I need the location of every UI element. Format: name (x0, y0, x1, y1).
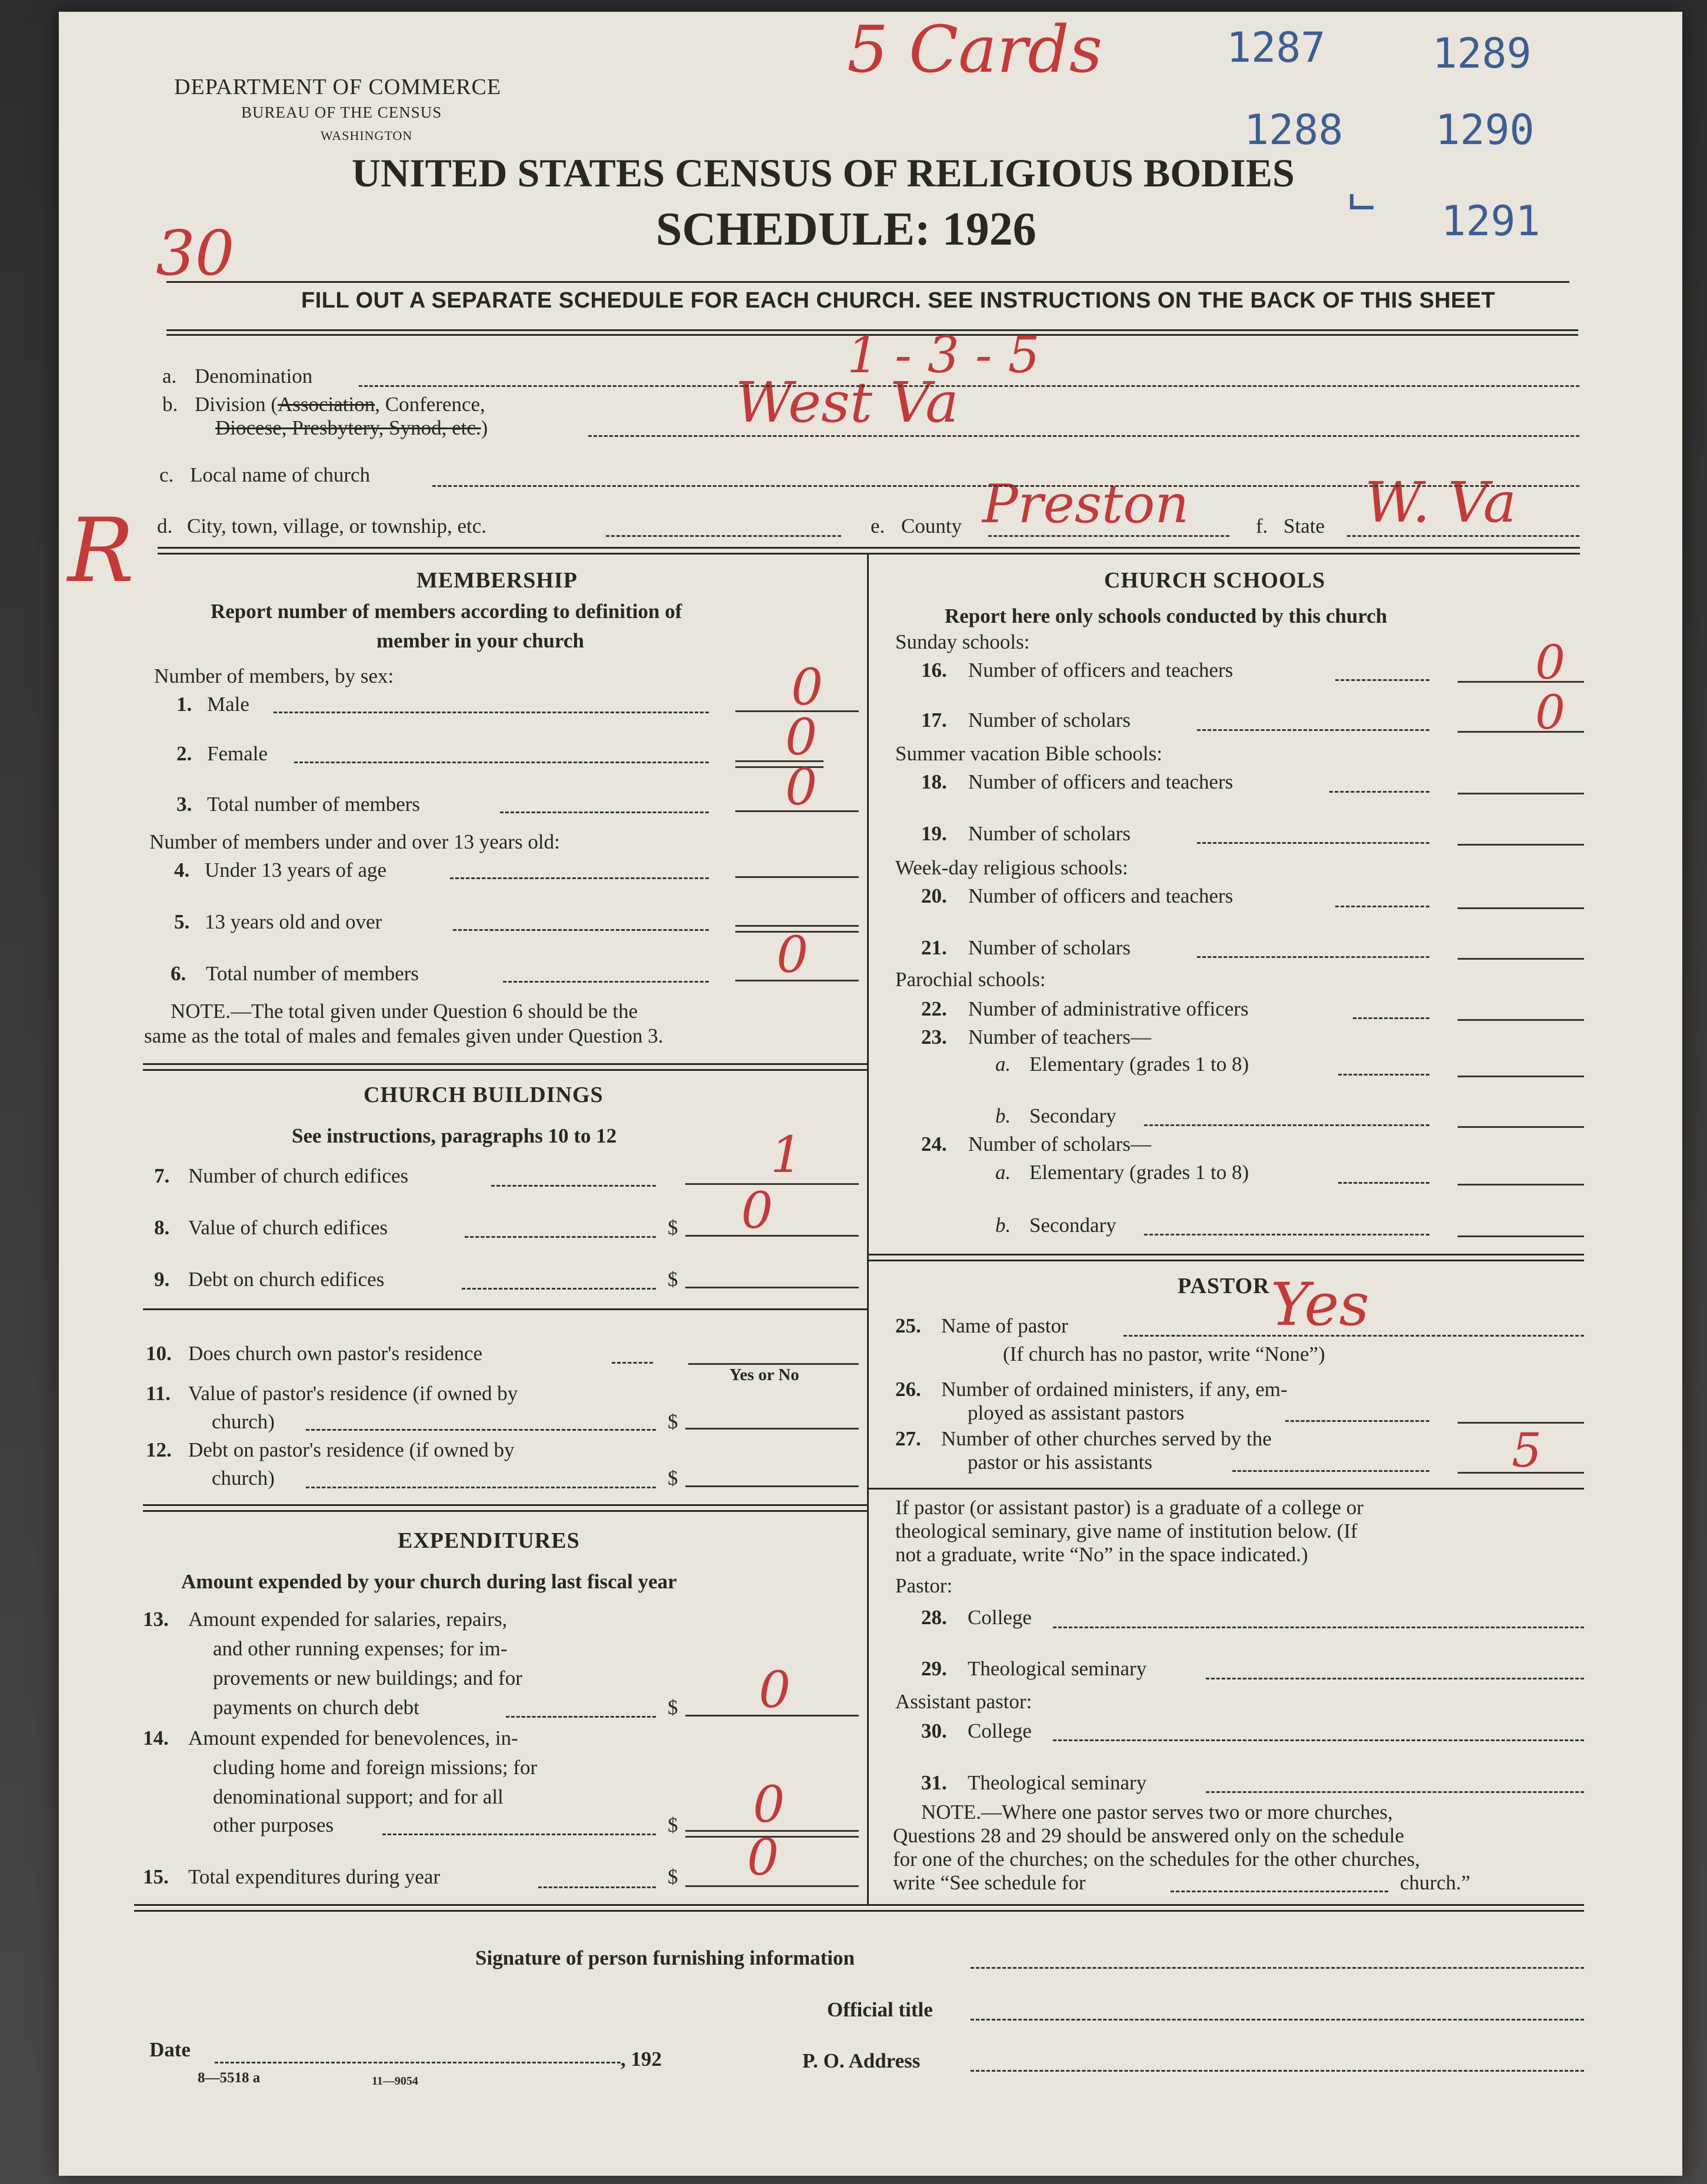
handwritten-pastor: Yes (1271, 1270, 1369, 1339)
handwritten-county: Preston (982, 473, 1189, 535)
benevolences-label: other purposes (213, 1814, 334, 1836)
handwritten-number: 30 (156, 218, 235, 289)
assistant-seminary-label: Theological seminary (968, 1771, 1147, 1794)
pastor-name-label: Name of pastor (941, 1314, 1068, 1337)
pastor-name-field[interactable] (1123, 1335, 1584, 1337)
membership-note: NOTE.—The total given under Question 6 should be the (171, 1000, 638, 1023)
stamp-number: 1290 (1435, 106, 1535, 154)
pastor-note: for one of the churches; on the schedules for the other churches, (893, 1848, 1421, 1871)
residence-debt-label: church) (212, 1467, 275, 1490)
pastor-note: write “See schedule for (893, 1871, 1086, 1894)
stamp-number: 1291 (1441, 197, 1541, 245)
edifice-debt-label: Debt on church edifices (188, 1268, 385, 1291)
handwritten-churches: 5 (1512, 1423, 1542, 1478)
stamp-mark (1350, 194, 1353, 209)
parochial-scholars-label: Number of scholars— (968, 1133, 1152, 1156)
question-number: 17. (921, 709, 947, 732)
handwritten-cards-note: 5 Cards (847, 12, 1103, 87)
question-number: 7. (154, 1164, 170, 1187)
male-label: Male (207, 693, 249, 716)
question-number: 15. (143, 1865, 169, 1888)
leader-dots (612, 1362, 653, 1364)
parochial-schools-label: Parochial schools: (895, 968, 1046, 991)
leader-dots (382, 1834, 656, 1835)
field-letter: d. (157, 515, 173, 537)
handwritten-state: W. Va (1365, 470, 1516, 535)
elementary-scholars-answer[interactable] (1458, 1184, 1584, 1185)
state-field[interactable] (1347, 535, 1579, 537)
leader-dots (1197, 842, 1429, 844)
over-13-label: 13 years old and over (205, 910, 382, 933)
divider (166, 281, 1569, 283)
secondary-teachers-label: Secondary (1029, 1104, 1116, 1127)
yes-or-no-hint: Yes or No (729, 1365, 799, 1384)
weekday-officers-answer[interactable] (1458, 907, 1584, 909)
county-label: County (901, 515, 962, 537)
edifice-debt-answer[interactable] (685, 1287, 859, 1288)
field-letter: c. (159, 463, 174, 486)
sunday-schools-label: Sunday schools: (895, 630, 1030, 653)
dollar-sign: $ (668, 1216, 678, 1239)
year-label: , 192 (621, 2048, 662, 2071)
question-number: 13. (143, 1608, 169, 1631)
signature-label: Signature of person furnishing information (475, 1946, 855, 1969)
denomination-label: Denomination (195, 365, 313, 388)
dollar-sign: $ (668, 1865, 678, 1888)
dollar-sign: $ (668, 1410, 678, 1433)
vacation-officers-label: Number of officers and teachers (968, 770, 1233, 793)
benevolences-label: cluding home and foreign missions; for (213, 1756, 538, 1779)
question-number: 6. (171, 962, 186, 985)
question-number: 16. (921, 659, 947, 682)
field-letter: f. (1256, 515, 1268, 537)
denomination-field[interactable] (359, 385, 1579, 387)
admin-officers-answer[interactable] (1458, 1019, 1584, 1021)
total-expenditures-label: Total expenditures during year (188, 1865, 441, 1888)
residence-value-answer[interactable] (685, 1428, 859, 1430)
graduate-instructions: If pastor (or assistant pastor) is a graduate of a college or (895, 1496, 1363, 1519)
divider (143, 1504, 867, 1506)
handwritten-total-6: 0 (776, 926, 809, 984)
pastor-seminary-field[interactable] (1206, 1678, 1584, 1679)
running-expenses-label: provements or new buildings; and for (213, 1667, 522, 1689)
pastor-note: Questions 28 and 29 should be answered only on the schedule (893, 1824, 1405, 1847)
membership-subheading: Report number of members according to definition of (211, 600, 682, 623)
residence-value-label: Value of pastor's residence (if owned by (188, 1382, 518, 1405)
leader-dots (506, 1716, 656, 1718)
leader-dots (1144, 1124, 1429, 1126)
vacation-scholars-answer[interactable] (1458, 844, 1584, 846)
see-schedule-field[interactable] (1171, 1891, 1388, 1892)
divider (143, 1069, 867, 1071)
question-number: 30. (921, 1719, 947, 1742)
assistant-ministers-label: ployed as assistant pastors (968, 1401, 1185, 1424)
field-letter: e. (871, 515, 885, 537)
question-number: 14. (143, 1727, 169, 1749)
question-number: 25. (895, 1314, 921, 1337)
residence-value-label: church) (212, 1410, 275, 1433)
handwritten-value: 0 (741, 1182, 774, 1240)
date-field[interactable] (215, 2062, 621, 2063)
question-number: 19. (921, 822, 947, 845)
owns-residence-label: Does church own pastor's residence (188, 1342, 483, 1365)
dollar-sign: $ (668, 1696, 678, 1719)
leader-dots (1197, 956, 1429, 958)
signature-field[interactable] (971, 1967, 1584, 1969)
leader-dots (1329, 791, 1429, 793)
buildings-subheading: See instructions, paragraphs 10 to 12 (292, 1124, 617, 1147)
membership-subheading: member in your church (376, 629, 584, 652)
schedule-title: SCHEDULE: 1926 (656, 203, 1036, 255)
pastor-note: NOTE.—Where one pastor serves two or more churches, (921, 1801, 1393, 1824)
assistant-pastor-subsection-label: Assistant pastor: (895, 1690, 1032, 1713)
question-number: 24. (921, 1133, 947, 1156)
running-expenses-label: payments on church debt (213, 1696, 419, 1719)
divider (158, 547, 1580, 549)
po-address-field[interactable] (971, 2070, 1584, 2072)
question-number: 5. (174, 910, 190, 933)
divider (134, 1910, 1584, 1912)
elementary-teachers-answer[interactable] (1458, 1076, 1584, 1077)
leader-dots (491, 1185, 656, 1187)
column-divider (867, 553, 869, 1905)
field-letter: a. (162, 365, 177, 388)
leader-dots (1353, 1017, 1429, 1019)
elementary-scholars-label: Elementary (grades 1 to 8) (1029, 1161, 1249, 1184)
question-number: 20. (921, 884, 947, 907)
under-over-label: Number of members under and over 13 years old: (149, 830, 560, 853)
leader-dots (1285, 1420, 1429, 1422)
leader-dots (1335, 906, 1429, 907)
leader-dots (294, 762, 709, 763)
official-title-label: Official title (827, 1998, 933, 2021)
handwritten-female: 0 (785, 709, 818, 767)
sub-letter: a. (995, 1053, 1011, 1076)
question-number: 3. (176, 793, 192, 816)
by-sex-label: Number of members, by sex: (154, 664, 394, 687)
secondary-scholars-label: Secondary (1029, 1214, 1116, 1237)
leader-dots (306, 1487, 656, 1488)
date-label: Date (149, 2038, 191, 2061)
divider (143, 1308, 867, 1310)
question-number: 11. (146, 1382, 171, 1405)
question-number: 21. (921, 936, 947, 959)
elementary-teachers-label: Elementary (grades 1 to 8) (1029, 1053, 1249, 1076)
question-number: 2. (176, 742, 192, 765)
admin-officers-label: Number of administrative officers (968, 997, 1249, 1020)
dollar-sign: $ (668, 1814, 678, 1836)
pastor-name-hint: (If church has no pastor, write “None”) (1003, 1343, 1325, 1365)
leader-dots (450, 877, 709, 879)
question-number: 27. (895, 1427, 921, 1450)
stamp-mark (1350, 206, 1373, 209)
leader-dots (462, 1288, 656, 1290)
form-title: UNITED STATES CENSUS OF RELIGIOUS BODIES (352, 151, 1295, 195)
state-label: State (1283, 515, 1325, 537)
city-field[interactable] (606, 535, 841, 537)
divider (143, 1063, 867, 1065)
leader-dots (1335, 679, 1429, 681)
division-field[interactable] (588, 435, 1579, 437)
handwritten-scholars-17: 0 (1535, 685, 1565, 740)
handwritten-total: 0 (785, 759, 818, 817)
question-number: 8. (154, 1216, 170, 1239)
teachers-label: Number of teachers— (968, 1026, 1151, 1048)
membership-note: same as the total of males and females given under Question 3. (144, 1024, 664, 1047)
divider (869, 1488, 1584, 1490)
divider (143, 1510, 867, 1512)
secondary-scholars-answer[interactable] (1458, 1235, 1584, 1237)
handwritten-exp-14: 0 (753, 1776, 785, 1834)
handwritten-exp-15: 0 (747, 1829, 779, 1887)
total-members-6-label: Total number of members (206, 962, 419, 985)
expenditures-heading: EXPENDITURES (398, 1528, 580, 1553)
question-number: 4. (174, 859, 190, 881)
sub-letter: b. (995, 1104, 1011, 1127)
graduate-instructions: theological seminary, give name of institution below. (If (895, 1520, 1358, 1542)
assistant-college-field[interactable] (1053, 1739, 1584, 1741)
question-number: 10. (146, 1342, 172, 1365)
leader-dots (1197, 729, 1429, 731)
question-number: 18. (921, 770, 947, 793)
leader-dots (453, 929, 709, 931)
bureau-heading: BUREAU OF THE CENSUS (241, 103, 442, 121)
assistant-ministers-label: Number of ordained ministers, if any, em- (941, 1378, 1288, 1401)
department-heading: DEPARTMENT OF COMMERCE (174, 75, 502, 99)
church-schools-subheading: Report here only schools conducted by this church (945, 605, 1388, 627)
edifices-label: Number of church edifices (188, 1164, 409, 1187)
expenditures-subheading: Amount expended by your church during last fiscal year (181, 1570, 677, 1593)
pastor-seminary-label: Theological seminary (968, 1657, 1147, 1680)
weekday-scholars-answer[interactable] (1458, 958, 1584, 960)
pastor-college-label: College (968, 1606, 1032, 1629)
under-13-label: Under 13 years of age (205, 859, 387, 881)
weekday-scholars-label: Number of scholars (968, 936, 1131, 959)
leader-dots (465, 1236, 656, 1238)
county-field[interactable] (988, 535, 1229, 537)
under-13-answer[interactable] (735, 876, 859, 878)
handwritten-denomination: 1 - 3 - 5 (847, 326, 1040, 385)
division-label: Division (Association, Conference, (195, 393, 485, 416)
benevolences-label: Amount expended for benevolences, in- (188, 1727, 518, 1749)
question-number: 22. (921, 997, 947, 1020)
dollar-sign: $ (668, 1268, 678, 1291)
membership-heading: MEMBERSHIP (416, 568, 578, 593)
pastor-subsection-label: Pastor: (895, 1574, 953, 1597)
residence-debt-label: Debt on pastor's residence (if owned by (188, 1438, 515, 1461)
instruction-line: FILL OUT A SEPARATE SCHEDULE FOR EACH CHURCH. SEE INSTRUCTIONS ON THE BACK OF THIS SHEET (301, 288, 1495, 313)
buildings-heading: CHURCH BUILDINGS (364, 1083, 604, 1107)
leader-dots (1338, 1182, 1429, 1184)
running-expenses-label: Amount expended for salaries, repairs, (188, 1608, 508, 1631)
leader-dots (306, 1429, 656, 1431)
leader-dots (274, 712, 709, 713)
pastor-college-field[interactable] (1053, 1627, 1584, 1628)
total-members-label: Total number of members (207, 793, 421, 816)
divider (158, 553, 1580, 555)
secondary-teachers-answer[interactable] (1458, 1126, 1584, 1128)
handwritten-division: West Va (735, 370, 959, 435)
question-number: 23. (921, 1026, 947, 1048)
church-schools-heading: CHURCH SCHOOLS (1104, 568, 1326, 593)
question-number: 1. (176, 693, 192, 716)
divider (134, 1904, 1584, 1906)
question-number: 28. (921, 1606, 947, 1629)
sub-letter: b. (995, 1214, 1011, 1237)
leader-dots (1338, 1074, 1429, 1076)
stamp-number: 1289 (1432, 29, 1532, 78)
question-number: 31. (921, 1771, 947, 1794)
print-code: 11—9054 (372, 2075, 418, 2088)
question-number: 12. (146, 1438, 172, 1461)
sub-letter: a. (995, 1161, 1011, 1184)
running-expenses-label: and other running expenses; for im- (213, 1637, 508, 1660)
leader-dots (503, 981, 709, 983)
vacation-scholars-label: Number of scholars (968, 822, 1131, 845)
field-letter: b. (162, 393, 178, 416)
assistant-seminary-field[interactable] (1206, 1791, 1584, 1793)
leader-dots (500, 812, 709, 813)
leader-dots (1144, 1234, 1429, 1235)
pastor-note: church.” (1400, 1871, 1471, 1894)
other-churches-label: Number of other churches served by the (941, 1427, 1272, 1450)
stamp-number: 1288 (1244, 106, 1343, 154)
question-number: 9. (154, 1268, 170, 1291)
po-address-label: P. O. Address (802, 2049, 921, 2072)
official-title-field[interactable] (971, 2019, 1584, 2021)
female-label: Female (207, 742, 268, 765)
handwritten-exp-13: 0 (759, 1661, 791, 1719)
stamp-number: 1287 (1226, 24, 1326, 72)
graduate-instructions: not a graduate, write “No” in the space indicated.) (895, 1543, 1308, 1566)
owns-residence-answer[interactable] (688, 1363, 859, 1365)
sunday-officers-label: Number of officers and teachers (968, 659, 1233, 682)
divider (869, 1254, 1584, 1255)
handwritten-male: 0 (791, 659, 824, 717)
assistant-college-label: College (968, 1719, 1032, 1742)
edifice-value-label: Value of church edifices (188, 1216, 388, 1239)
form-code: 8—5518 a (198, 2070, 261, 2086)
divider (869, 1260, 1584, 1261)
handwritten-edifices: 1 (771, 1126, 803, 1184)
weekday-schools-label: Week-day religious schools: (895, 856, 1128, 879)
division-label-cont: Diocese, Presbytery, Synod, etc.) (215, 416, 488, 439)
benevolences-label: denominational support; and for all (213, 1785, 504, 1808)
vacation-officers-answer[interactable] (1458, 793, 1584, 794)
weekday-officers-label: Number of officers and teachers (968, 884, 1233, 907)
pastor-heading: PASTOR (1178, 1274, 1270, 1298)
city-heading: WASHINGTON (321, 128, 413, 143)
church-name-label: Local name of church (190, 463, 371, 486)
residence-debt-answer[interactable] (685, 1485, 859, 1487)
question-number: 29. (921, 1657, 947, 1680)
vacation-schools-label: Summer vacation Bible schools: (895, 742, 1162, 765)
other-churches-label: pastor or his assistants (968, 1451, 1153, 1474)
handwritten-officers-16: 0 (1535, 635, 1565, 690)
dollar-sign: $ (668, 1467, 678, 1490)
sunday-scholars-label: Number of scholars (968, 709, 1131, 732)
city-label: City, town, village, or township, etc. (187, 515, 487, 537)
leader-dots (538, 1886, 656, 1888)
handwritten-r-mark: R (68, 500, 134, 602)
question-number: 26. (895, 1378, 921, 1401)
church-name-field[interactable] (432, 485, 1579, 487)
leader-dots (1232, 1470, 1429, 1472)
